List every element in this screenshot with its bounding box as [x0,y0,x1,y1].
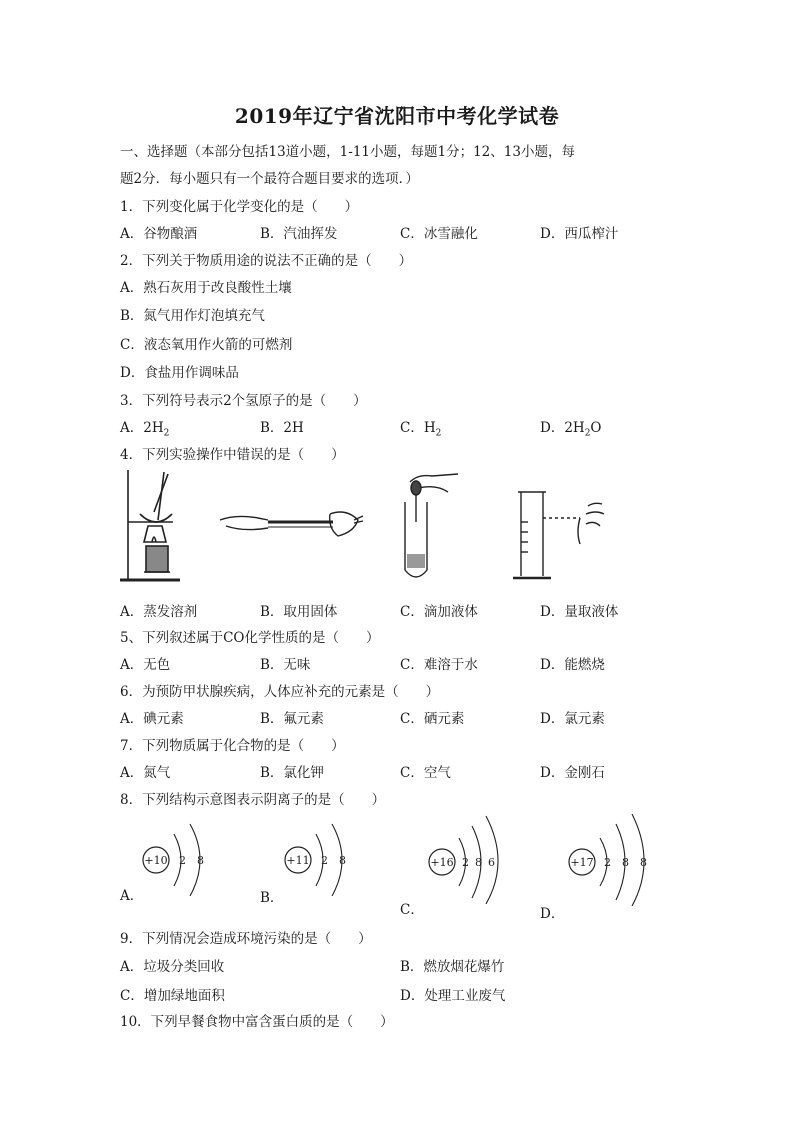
q6-option-b: B．氟元素 [260,711,324,727]
q4-option-d: D．量取液体 [540,604,619,620]
q5-option-b: B．无味 [260,657,311,673]
q2-stem: 2．下列关于物质用途的说法不正确的是（ ） [120,253,413,269]
q8-option-c: C． [400,902,424,918]
q3-option-b: B．2H [260,420,304,436]
q8-diagram-c [426,814,526,904]
q6-option-d: D．氯元素 [540,711,605,727]
graduated-cylinder-eye-image [513,492,604,578]
q6-option-a: A．碘元素 [120,711,184,727]
q10-stem: 10．下列早餐食物中富含蛋白质的是（ ） [120,1014,394,1030]
q7-stem: 7．下列物质属于化合物的是（ ） [120,738,345,754]
q8-diagram-d [566,812,666,906]
q5-option-c: C．难溶于水 [400,657,478,673]
shell-electrons: 2 [179,854,186,867]
shell-electrons: 8 [640,856,647,869]
shell-electrons: 2 [321,854,328,867]
nucleus-charge: +11 [286,854,310,867]
q3-stem: 3．下列符号表示2个氢原子的是（ ） [120,393,367,409]
q4-apparatus-figure [118,462,623,590]
shell-electrons: 8 [622,856,629,869]
shell-electrons: 8 [197,854,204,867]
q4-stem: 4．下列实验操作中错误的是（ ） [120,447,345,463]
q8-option-b: B． [260,890,284,906]
dropper-test-tube-image [405,474,458,577]
q8-option-a: A． [120,888,144,904]
q7-option-b: B．氯化钾 [260,765,324,781]
q2-option-b: B．氮气用作灯泡填充气 [120,308,265,324]
q2-option-a: A．熟石灰用于改良酸性土壤 [120,280,292,296]
forceps-test-tube-image [220,512,363,536]
q8-stem: 8．下列结构示意图表示阴离子的是（ ） [120,792,386,808]
q9-option-b: B．燃放烟花爆竹 [400,959,505,975]
q5-option-d: D．能燃烧 [540,657,605,673]
q2-option-c: C．液态氧用作火箭的可燃剂 [120,337,293,353]
q9-stem: 9．下列情况会造成环境污染的是（ ） [120,931,372,947]
q1-stem: 1．下列变化属于化学变化的是（ ） [120,199,359,215]
q4-option-b: B．取用固体 [260,604,338,620]
nucleus-charge: +16 [430,856,454,869]
q1-option-b: B．汽油挥发 [260,226,338,242]
shell-electrons: 2 [604,856,611,869]
q5-stem: 5、下列叙述属于CO化学性质的是（ ） [120,630,380,646]
q3-option-a: A．$2H_2$ [120,420,170,439]
q7-option-c: C．空气 [400,765,451,781]
section-heading: 一、选择题（本部分包括13道小题，1-11小题，每题1分；12、13小题，每 [120,144,575,160]
page-title: 2019年辽宁省沈阳市中考化学试卷 [234,104,560,128]
q8-diagram-b [282,820,364,896]
q8-option-d: D． [540,906,565,922]
nucleus-charge: +10 [144,854,168,867]
q7-option-d: D．金刚石 [540,765,605,781]
q3-option-c: C．$H_2$ [400,420,442,439]
q7-option-a: A．氮气 [120,765,171,781]
q4-option-c: C．滴加液体 [400,604,478,620]
section-heading-cont: 题2分．每小题只有一个最符合题目要求的选项．） [120,171,419,187]
shell-electrons: 8 [475,856,482,869]
q9-option-d: D．处理工业废气 [400,988,506,1004]
evaporation-apparatus-image [120,470,180,580]
q6-stem: 6．为预防甲状腺疾病，人体应补充的元素是（ ） [120,684,440,700]
q2-option-d: D．食盐用作调味品 [120,365,239,381]
q8-diagram-a [140,820,222,896]
q1-option-c: C．冰雪融化 [400,226,478,242]
q4-option-a: A．蒸发溶剂 [120,604,198,620]
nucleus-charge: +17 [570,856,594,869]
q6-option-c: C．硒元素 [400,711,465,727]
q3-option-d: D．$2H_2O$ [540,420,602,439]
shell-electrons: 6 [488,856,495,869]
q9-option-a: A．垃圾分类回收 [120,959,225,975]
q9-option-c: C．增加绿地面积 [120,988,225,1004]
q1-option-a: A．谷物酿酒 [120,226,198,242]
shell-electrons: 2 [462,856,469,869]
shell-electrons: 8 [339,854,346,867]
q1-option-d: D．西瓜榨汁 [540,226,619,242]
q5-option-a: A．无色 [120,657,171,673]
